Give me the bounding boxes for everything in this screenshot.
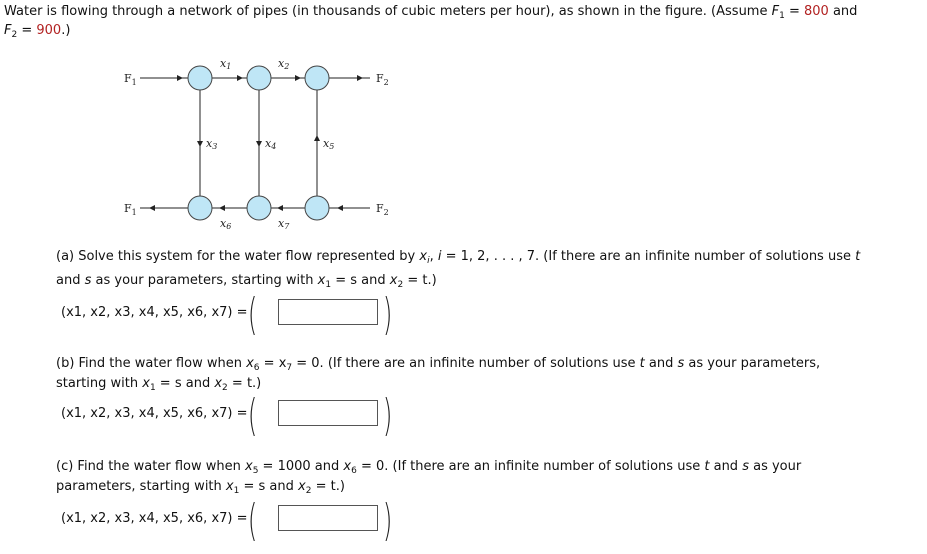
t-var: t [855,249,861,264]
part-b-line1 [56,356,820,373]
f2-equals: = [17,23,37,38]
eq-t: = t [311,479,336,494]
part-c-left-paren: ( [247,495,258,546]
xi-var: x [419,249,428,264]
and-text: and [828,4,858,19]
node-top-2 [247,66,271,90]
label-f1-bottom: $F_1$ [124,202,137,217]
infinite-text: (If there are an infinite number of solutions use [323,356,640,371]
part-c-line1 [56,459,801,476]
and-word: and [310,459,344,474]
x6-sub: 6 [253,363,260,373]
part-a-right-paren: ) [382,289,393,340]
part-c-answer-input[interactable] [278,505,378,531]
t-var: t [704,459,710,474]
params-text: as your parameters, [684,356,821,371]
params-text: as your [748,459,802,474]
eq-s: = s [239,479,266,494]
end-text: .) [252,376,262,391]
and-word2: and [709,459,743,474]
f2-label: F [4,23,12,38]
node-bottom-1 [188,196,212,220]
and-word2: and [181,376,215,391]
part-a-left-paren: ( [247,289,258,340]
part-b-right-paren: ) [382,390,393,441]
eq-x7: = x [259,356,287,371]
f1-equals: = [784,4,804,19]
eq-1000: = 1000 [258,459,311,474]
label-x1: x1 [220,57,232,71]
x2-var: x [214,376,223,391]
x1-sub: 1 [149,383,156,393]
x2-var: x [298,479,306,494]
comma: , [429,249,438,264]
part-c-text: (c) Find the water flow when [56,459,245,474]
x2-var: x [389,273,398,288]
s-var: s [677,356,685,371]
eq-zero: = 0. [292,356,324,371]
eq-zero: = 0. [356,459,389,474]
label-f2-bottom: $F_2$ [376,202,389,217]
x1-sub: 1 [233,486,240,496]
part-c-right-paren: ) [382,495,393,546]
x1-var: x [142,376,150,391]
end-text: .) [427,273,437,288]
label-x3: x3 [206,137,218,151]
x1-var: x [317,273,326,288]
eq-t: = t [403,273,428,288]
x6-var: x [246,356,254,371]
x2-sub: 2 [397,280,404,290]
problem-statement-line1 [4,4,857,21]
x2-sub: 2 [222,383,228,393]
params-text: as your parameters, starting with [91,273,318,288]
x5-var: x [244,459,253,474]
part-b-left-paren: ( [247,390,258,441]
part-a-text: (a) Solve this system for the water flow represented by [56,249,420,264]
eq-t: = t [227,376,253,391]
x6-sub: 6 [351,466,357,476]
node-bottom-2 [247,196,271,220]
x1-var: x [225,479,234,494]
part-c-tuple-label: (x1, x2, x3, x4, x5, x6, x7) = [61,511,248,526]
s-var: s [742,459,749,474]
f2-value: 900 [36,23,62,38]
part-b-tuple-label: (x1, x2, x3, x4, x5, x6, x7) = [61,406,248,421]
f1-subscript: 1 [779,11,785,21]
part-b-text: (b) Find the water flow when [56,356,247,371]
f1-label: F [771,4,780,19]
node-top-3 [305,66,329,90]
part-a-line1 [56,249,860,266]
part-c-line2 [56,479,345,496]
and-word: and [644,356,678,371]
starting-text: parameters, starting with [56,479,226,494]
x2-sub: 2 [305,486,312,496]
label-x4: x4 [265,137,277,151]
label-x5: x5 [323,137,335,151]
and-text: and [56,273,85,288]
and-word: and [357,273,390,288]
part-b-answer-input[interactable] [278,400,378,426]
eq-s: = s [331,273,358,288]
label-x7: x7 [278,217,290,231]
f1-value: 800 [804,4,829,19]
part-a-answer-input[interactable] [278,299,378,325]
label-f1-top: $F_1$ [124,72,137,87]
end-text: .) [335,479,345,494]
i-var: i [437,249,442,264]
part-a-tuple-label: (x1, x2, x3, x4, x5, x6, x7) = [61,305,248,320]
eq-s: = s [155,376,182,391]
range-text: = 1, 2, . . . , 7. (If there are an infinite number of solutions use [441,249,856,264]
x7-sub: 7 [286,363,293,373]
starting-text: starting with [56,376,143,391]
x5-sub: 5 [252,466,259,476]
problem-text: Water is flowing through a network of pipes (in thousands of cubic meters per hour), as shown in the figure. (Assume [4,4,772,19]
and-word3: and [265,479,299,494]
node-bottom-3 [305,196,329,220]
intro-close: .) [61,23,71,38]
label-x6: x6 [220,217,232,231]
infinite-text: (If there are an infinite number of solutions use [388,459,705,474]
f2-subscript: 2 [11,30,18,40]
label-f2-top: $F_2$ [376,72,389,87]
part-a-line2 [56,273,437,290]
label-x2: x2 [278,57,290,71]
node-top-1 [188,66,212,90]
t-var: t [639,356,645,371]
xi-sub: i [427,256,430,266]
problem-statement-line2 [4,23,70,40]
s-var: s [84,273,92,288]
pipe-network-figure [110,50,400,240]
x6-var: x [343,459,352,474]
part-b-line2 [56,376,261,393]
x1-sub: 1 [325,280,332,290]
